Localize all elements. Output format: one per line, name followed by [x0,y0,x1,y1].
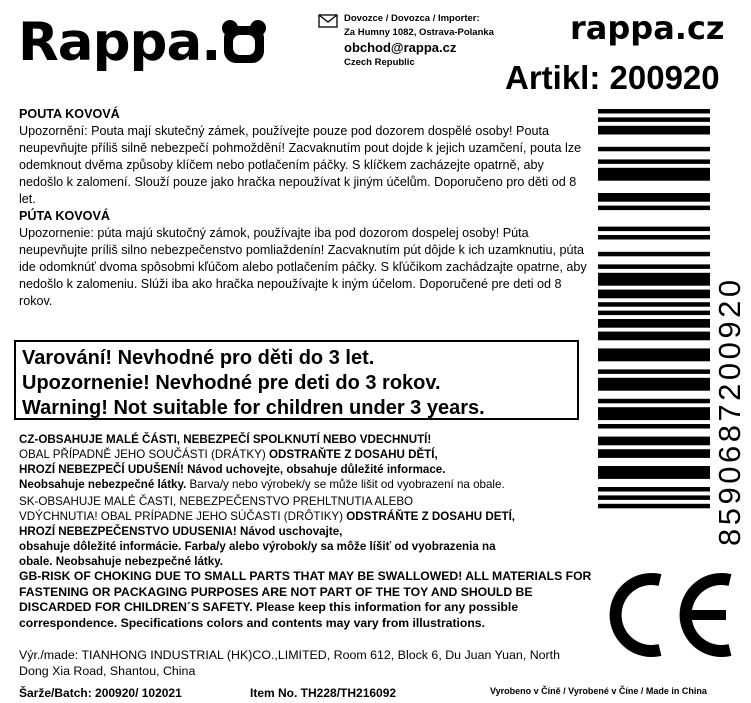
cz-safety-line-4 [19,477,594,492]
cz-safety-line-2a: OBAL PŘÍPADNĚ JEHO SOUČÁSTI (DRÁTKY) [19,448,269,461]
rappa-logo [18,12,267,74]
barcode-bar [598,193,710,198]
sk-text: Upozornenie: púta majú skutočný zámok, používajte iba pod dozorom dospelej osoby! Púta neupevňujte príliš silno nebezpečenstvo pomliaždenín! Zacvaknutím pút dôjde k ich uzamknutiu, púta ide odomknúť dvoma spôsobmi kľúčom alebo potlačením páčky. S kľúčikom zachádzajte opatrne, aby nedošlo k zalomeniu. Slúži iba ako hračka nepoužívajte k iným účelom. Doporučené pre deti od 8 rokov. [19,226,587,308]
cz-safety-line-4a: Neobsahuje nebezpečné látky. [19,478,190,491]
barcode-bar [598,130,710,135]
importer-country: Czech Republic [344,57,415,68]
importer-email: obchod@rappa.cz [344,40,457,55]
envelope-icon [318,14,338,28]
barcode-bar [598,424,710,429]
ce-letter-c [616,579,660,651]
barcode-bar [598,159,710,164]
barcode-bar [598,206,710,211]
barcode-bar [598,470,710,475]
barcode-bar [598,441,710,446]
barcode-bar [598,369,710,374]
barcode-bar [598,168,710,173]
barcode-bar [598,277,710,282]
barcode-bar [598,411,710,416]
sk-safety-line-3: HROZÍ NEBEZPEČENSTVO UDUSENIA! Návod uschovajte, [19,525,343,538]
barcode-bar [598,147,710,152]
importer-address: Za Humny 1082, Ostrava-Polanka [344,27,494,38]
barcode-bar [598,197,710,202]
barcode-bar [598,453,710,458]
cz-text: Upozornění: Pouta mají skutečný zámek, používejte pouze pod dozorem dospělé osoby! Pouta neupevňujte příliš silně nebezpečí pohmoždění! Zacvaknutím pout dojde k jejich uzamčení, pouta lze odemknout dvěma způsoby klíčem nebo potlačením páčky. S klíčkem zacházejte opatrně, aby nedošlo k zalomení. Slouží pouze jako hračka nepoužívat k jiným účelům. Doporučeno pro děti od 8 let. [19,124,582,206]
cz-safety-line-3: HROZÍ NEBEZPEČÍ UDUŠENÍ! Návod uchovejte, obsahuje důležité informace. [19,463,446,476]
barcode-bar [598,176,710,181]
cz-safety-line-2 [19,447,594,462]
barcode-bar [598,290,710,295]
cz-safety-line-1: CZ-OBSAHUJE MALÉ ČÁSTI, NEBEZPEČÍ SPOLKNUTÍ NEBO VDECHNUTÍ! [19,433,432,446]
barcode-bar [598,353,710,358]
barcode-bar [598,311,710,316]
barcode-bar [598,319,710,324]
barcode-bar [598,323,710,328]
barcode-bar [598,126,710,131]
barcode-bar [598,227,710,232]
barcode-bar [598,416,710,421]
cz-instructions [19,106,589,208]
gb-safety-rest: Please keep this information for any possible correspondence. Specifications colors and contents may vary from illustrations. [19,600,519,630]
age-warning-box [14,340,579,420]
barcode-bar [598,273,710,278]
sk-safety-line-1: SK-OBSAHUJE MALÉ ČASTI, NEBEZPEČENSTVO PREHLTNUTIA ALEBO [19,495,414,508]
ce-mark [598,570,738,660]
barcode-digits: 8590687200920 [712,276,747,546]
cz-title: POUTA KOVOVÁ [19,107,120,121]
sk-instructions [19,208,589,310]
barcode-bar [598,504,710,509]
barcode-bar [598,382,710,387]
logo-text: Rappa. [18,12,221,73]
sk-safety-line-2 [19,509,594,524]
gb-safety-notice [19,569,599,631]
barcode-bar [598,407,710,412]
manufacturer-info: Výr./made: TIANHONG INDUSTRIAL (HK)CO.,LIMITED, Room 612, Block 6, Du Juan Yuan, North Dong Xia Road, Shantou, China [19,648,561,678]
barcode-bar [598,302,710,307]
bear-logo-icon [221,19,267,65]
warning-sk: Upozornenie! Nevhodné pre deti do 3 rokov. [22,372,441,394]
barcode-bar [598,357,710,362]
sk-safety-line-2b: ODSTRÁŇTE Z DOSAHU DETÍ, [346,510,516,523]
barcode-bar [598,474,710,479]
barcode-bar [598,487,710,492]
sk-title: PÚTA KOVOVÁ [19,209,110,223]
gb-safety-bold: GB-RISK OF CHOKING DUE TO SMALL PARTS THAT MAY BE SWALLOWED! ALL MATERIALS FOR FASTENING OR PACKAGING PURPOSES ARE NOT PART OF THE TOY AND SHOULD BE DISCARDED FOR CHILDREN´S SAFETY. [19,569,592,614]
made-in-label: Vyrobeno v Číně / Vyrobené v Číne / Made in China [490,686,707,696]
importer-label: Dovozce / Dovozca / Importer: [344,13,480,24]
barcode-bar [598,264,710,269]
sk-safety-line-2a: VDÝCHNUTIA! OBAL PRÍPADNE JEHO SÚČASTI (DRÔTIKY) [19,510,347,523]
sk-safety-notice [19,494,594,569]
cz-safety-notice [19,432,594,492]
article-number: Artikl: 200920 [505,59,720,96]
barcode-bar [598,281,710,286]
barcode-bar [598,109,710,114]
item-number: Item No. TH228/TH216092 [250,686,397,700]
cz-safety-line-4b: Barva/y nebo výrobek/y se může lišit od vyobrazení na obale. [189,478,505,491]
barcode-bar [598,117,710,122]
importer-block [344,12,494,70]
warning-cz: Varování! Nevhodné pro děti do 3 let. [22,347,375,369]
batch-number: Šarže/Batch: 200920/ 102021 [19,686,182,700]
barcode-bar [598,495,710,500]
barcode-bar [598,336,710,341]
cz-safety-line-2b: ODSTRAŇTE Z DOSAHU DĚTÍ, [268,448,438,461]
barcode-bar [598,437,710,442]
barcode-bar [598,235,710,240]
website: rappa.cz [570,9,725,47]
barcode-bar [598,449,710,454]
sk-safety-line-5: obale. Neobsahuje nebezpečné látky. [19,555,224,568]
barcode-bar [598,294,710,299]
barcode-bar [598,399,710,404]
barcode-bar [598,172,710,177]
barcode-bar [598,332,710,337]
sk-safety-line-4: obsahuje dôležité informácie. Farba/y alebo výrobok/y sa môže líšiť od vyobrazenia na [19,540,496,553]
barcode-bar [598,466,710,471]
barcode-bar [598,348,710,353]
warning-en: Warning! Not suitable for children under 3 years. [22,397,485,419]
barcode-bar [598,386,710,391]
barcode-bar [598,252,710,256]
ean-barcode [598,101,748,551]
barcode-bar [598,378,710,383]
